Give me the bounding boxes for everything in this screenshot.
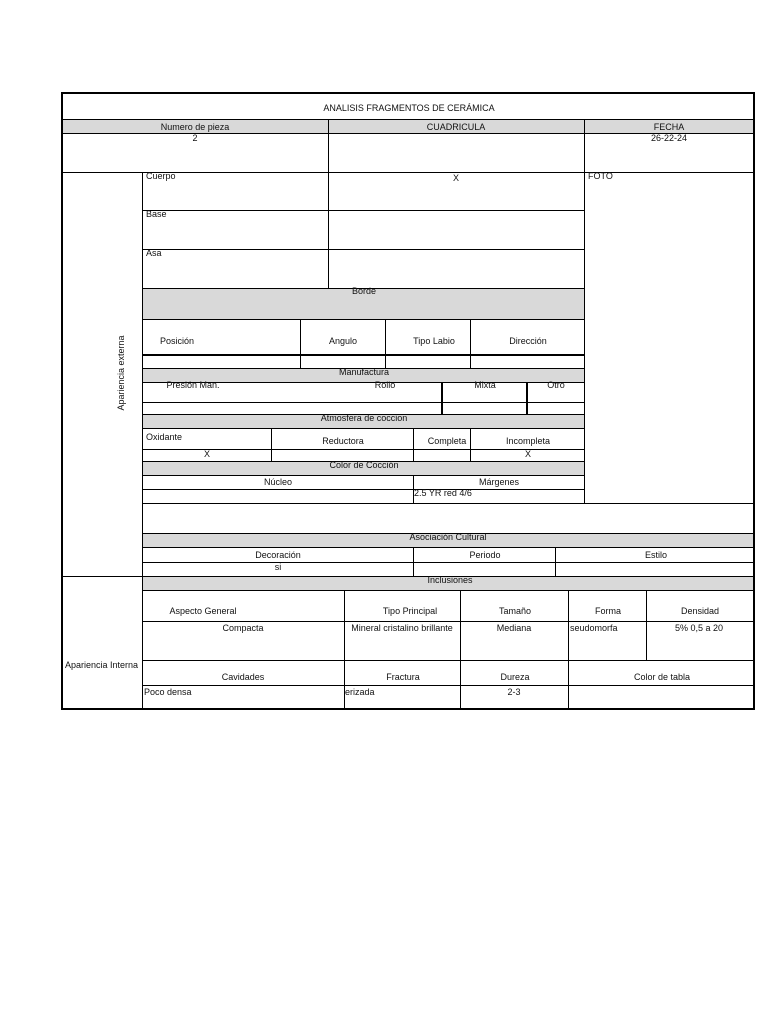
color-tabla-label: Color de tabla <box>633 672 691 682</box>
nucleo-label: Núcleo <box>263 477 293 487</box>
decoracion-value: si <box>274 562 282 572</box>
fractura-label: Fractura <box>386 672 420 682</box>
form-title: ANALISIS FRAGMENTOS DE CERÁMICA <box>323 103 495 113</box>
forma-label: Forma <box>594 606 622 616</box>
fecha-label: FECHA <box>653 122 685 132</box>
estilo-label: Estilo <box>644 550 668 560</box>
margenes-label: Márgenes <box>478 477 520 487</box>
apariencia-interna-label: Apariencia Interna <box>65 660 139 670</box>
oxidante-label: Oxidante <box>146 432 183 442</box>
rollo-label: Rollo <box>374 380 396 390</box>
oxidante-value: X <box>203 449 211 459</box>
frame-left <box>61 92 63 710</box>
margenes-value: 2.5 YR red 4/6 <box>414 488 472 498</box>
tipo-value: Mineral cristalino brillante <box>351 623 453 633</box>
asociacion-title: Asociación Cultural <box>409 532 487 542</box>
densidad-label: Densidad <box>680 606 720 616</box>
periodo-label: Periodo <box>469 550 501 560</box>
completa-label: Completa <box>427 436 467 446</box>
fractura-value: erizada <box>345 687 375 697</box>
reductora-label: Reductora <box>322 436 364 446</box>
tipo-principal-label: Tipo Principal <box>382 606 438 616</box>
cuerpo-label: Cuerpo <box>146 171 176 181</box>
presion-label: Presión Man. <box>166 380 220 390</box>
densidad-value: 5% 0,5 a 20 <box>674 623 724 633</box>
asa-label: Asa <box>146 248 162 258</box>
fecha-value: 26-22-24 <box>650 133 688 143</box>
tamano-value: Mediana <box>496 623 532 633</box>
borde-title: Borde <box>351 286 377 296</box>
atmosfera-title: Atmosfera de coccion <box>320 413 408 423</box>
cuadricula-label: CUADRICULA <box>426 122 486 132</box>
frame-right <box>753 92 755 710</box>
incompleta-label: Incompleta <box>505 436 551 446</box>
dureza-label: Dureza <box>500 672 530 682</box>
direccion-label: Dirección <box>509 336 547 346</box>
apariencia-externa-label: Apariencia externa <box>116 335 126 411</box>
mixta-label: Mixta <box>474 380 496 390</box>
foto-label: FOTO <box>588 171 613 181</box>
tipo-labio-label: Tipo Labio <box>413 336 455 346</box>
otro-label: Otro <box>547 380 565 390</box>
angulo-label: Angulo <box>328 336 358 346</box>
posicion-label: Posición <box>159 336 195 346</box>
cavidades-label: Cavidades <box>221 672 265 682</box>
frame-top <box>62 92 754 94</box>
decoracion-label: Decoración <box>255 550 301 560</box>
cavidades-value: Poco densa <box>144 687 192 697</box>
pieza-label: Numero de pieza <box>160 122 230 132</box>
manufactura-title: Manufactura <box>338 367 390 377</box>
forma-value: seudomorfa <box>570 623 618 633</box>
inclusiones-title: Inclusiones <box>427 575 473 585</box>
base-label: Base <box>146 209 167 219</box>
dureza-value: 2-3 <box>507 687 521 697</box>
frame-bottom <box>62 708 754 710</box>
incompleta-value: X <box>524 449 532 459</box>
cuerpo-value: X <box>452 173 460 183</box>
pieza-value: 2 <box>192 133 198 143</box>
color-coccion-title: Color de Cocción <box>329 460 399 470</box>
tamano-label: Tamaño <box>498 606 532 616</box>
aspecto-general-label: Aspecto General <box>169 606 237 616</box>
aspecto-value: Compacta <box>222 623 264 633</box>
